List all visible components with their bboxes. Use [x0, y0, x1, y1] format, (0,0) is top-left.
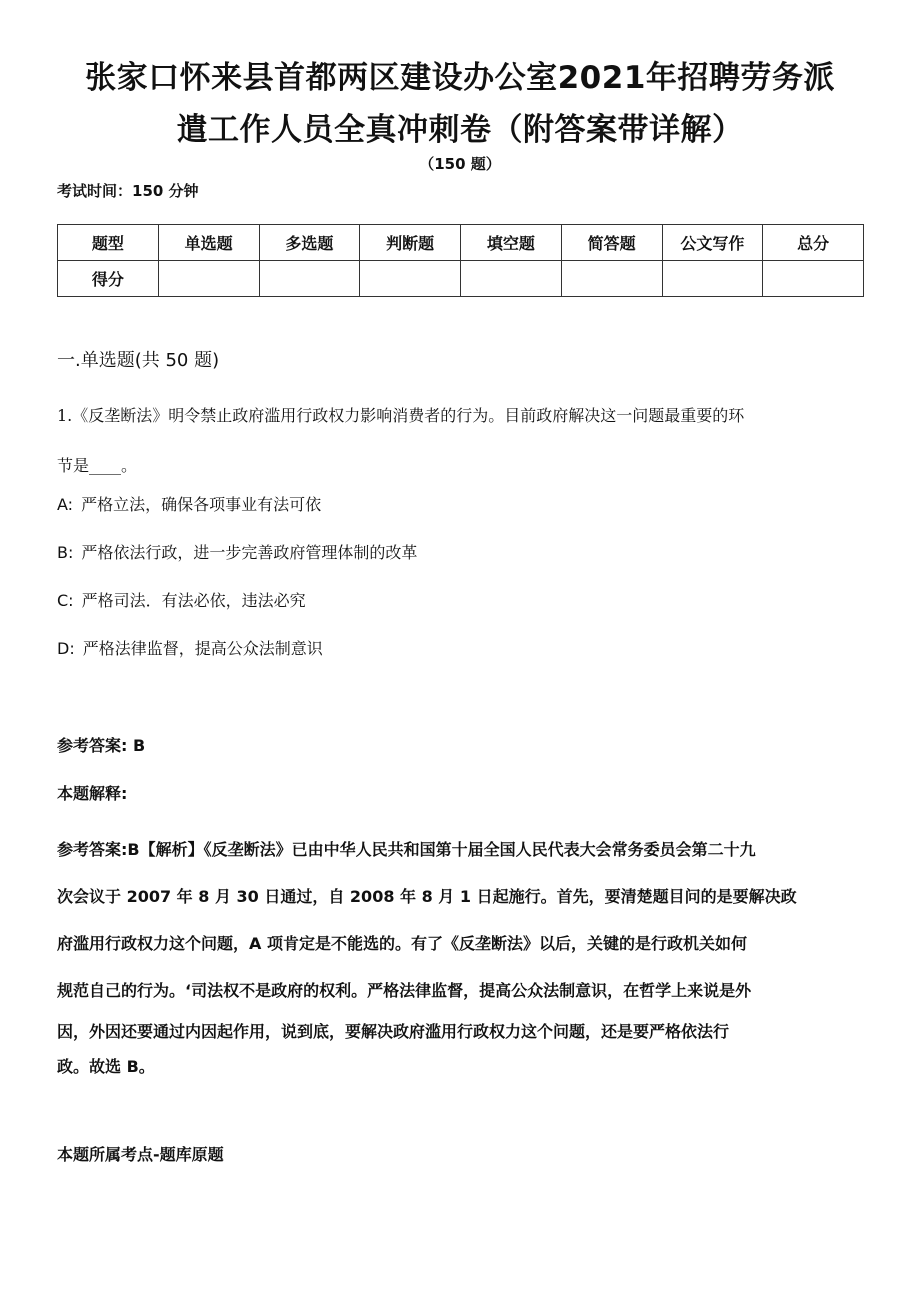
option-letter: B: [57, 543, 74, 562]
score-cell [763, 261, 864, 297]
knowledge-point: 本题所属考点-题库原题 [57, 1145, 224, 1164]
option-text: 严格立法，确保各项事业有法可依 [81, 495, 322, 514]
score-cell [662, 261, 763, 297]
question-stem-line-2: 节是____。 [57, 456, 138, 475]
reference-answer: 参考答案: B [57, 736, 146, 755]
score-row-label: 得分 [58, 261, 159, 297]
option-letter: A: [57, 495, 74, 514]
option-a [57, 492, 321, 515]
header-cell-official-writing: 公文写作 [662, 225, 763, 261]
option-d [57, 636, 323, 659]
option-letter: D: [57, 639, 75, 658]
score-cell [360, 261, 461, 297]
option-text: 严格法律监督，提高公众法制意识 [82, 639, 323, 658]
explanation-line: 政。故选 B。 [57, 1057, 155, 1076]
option-c [57, 588, 306, 611]
question-stem-line-1: 1.《反垄断法》明令禁止政府滥用行政权力影响消费者的行为。目前政府解决这一问题最重要的环 [57, 406, 745, 425]
option-text: 严格依法行政，进一步完善政府管理体制的改革 [81, 543, 418, 562]
score-table [57, 224, 864, 297]
explanation-line: 次会议于 2007 年 8 月 30 日通过，自 2008 年 8 月 1 日起施行。首先，要清楚题目问的是要解决政 [57, 887, 797, 906]
question-stem [57, 391, 867, 491]
header-cell-fill-blank: 填空题 [461, 225, 562, 261]
header-cell-total: 总分 [763, 225, 864, 261]
option-letter: C: [57, 591, 74, 610]
header-cell-single-choice: 单选题 [158, 225, 259, 261]
score-cell [158, 261, 259, 297]
section-heading: 一.单选题(共 50 题) [57, 350, 220, 371]
document-title [40, 52, 880, 156]
explanation-line: 规范自己的行为。‘司法权不是政府的权利。严格法律监督，提高公众法制意识，在哲学上来说是外 [57, 981, 752, 1000]
score-table-header-row [58, 225, 864, 261]
question-count: （150 题） [419, 155, 501, 173]
score-cell [259, 261, 360, 297]
explanation-line: 府滥用行政权力这个问题，A 项肯定是不能选的。有了《反垄断法》以后，关键的是行政机关如何 [57, 934, 747, 953]
explanation-label: 本题解释: [57, 784, 128, 803]
exam-time: 考试时间：150 分钟 [57, 182, 199, 200]
title-line-1: 张家口怀来县首都两区建设办公室2021年招聘劳务派 [85, 60, 835, 96]
explanation-line: 参考答案:B【解析】《反垄断法》已由中华人民共和国第十届全国人民代表大会常务委员会第二十九 [57, 840, 756, 859]
title-line-2: 遣工作人员全真冲刺卷（附答案带详解） [176, 112, 744, 148]
header-cell-type: 题型 [58, 225, 159, 261]
option-b [57, 540, 417, 563]
header-cell-true-false: 判断题 [360, 225, 461, 261]
score-table-score-row [58, 261, 864, 297]
score-cell [561, 261, 662, 297]
option-text: 严格司法．有法必依，违法必究 [81, 591, 306, 610]
score-cell [461, 261, 562, 297]
explanation-text [57, 826, 869, 1084]
header-cell-multiple-choice: 多选题 [259, 225, 360, 261]
header-cell-short-answer: 简答题 [561, 225, 662, 261]
explanation-line: 因，外因还要通过内因起作用，说到底，要解决政府滥用行政权力这个问题，还是要严格依法行 [57, 1022, 730, 1041]
